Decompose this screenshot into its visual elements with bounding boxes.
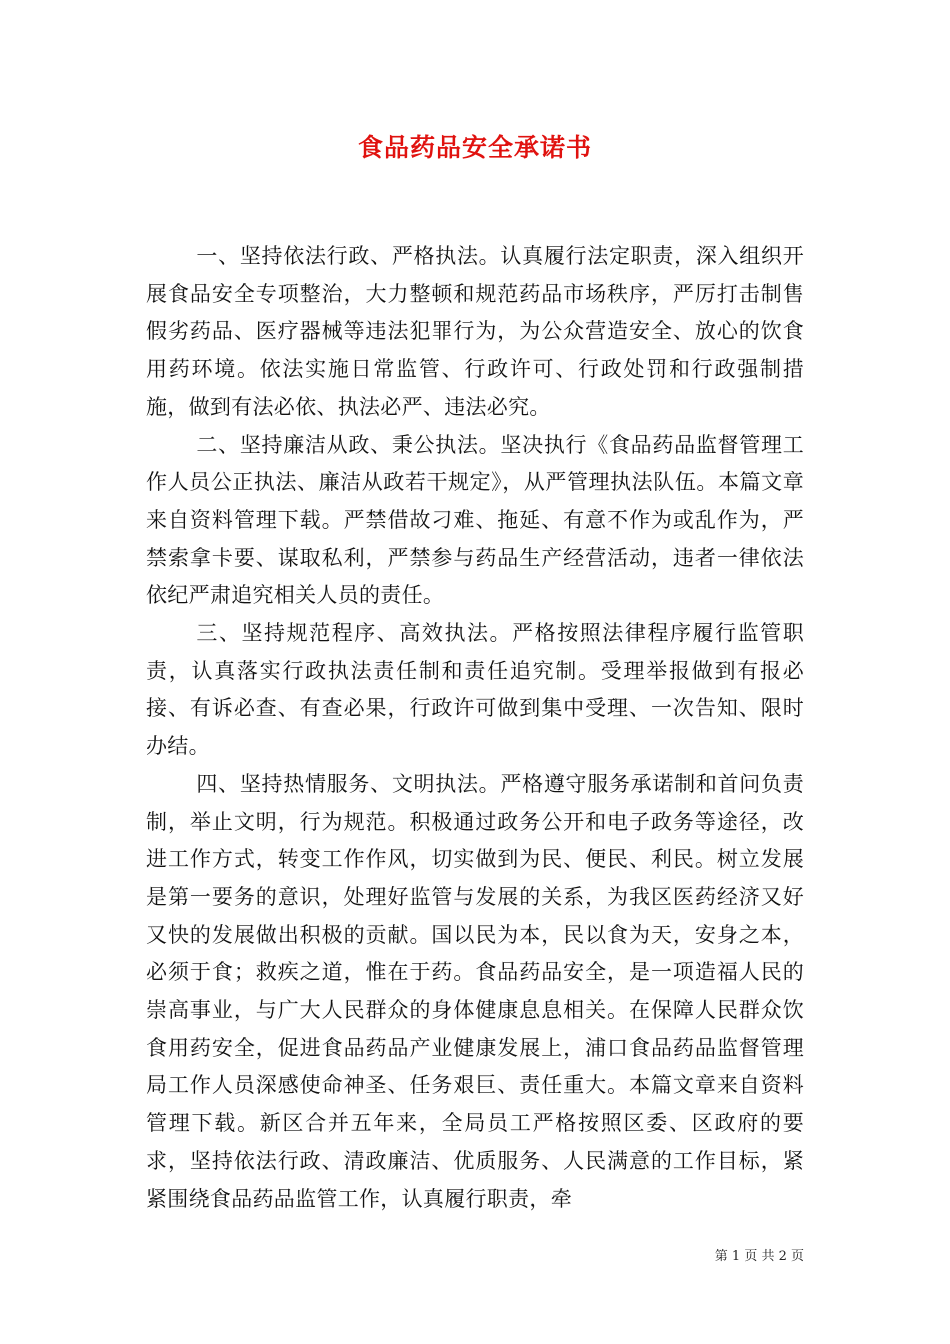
document-body	[146, 238, 804, 1218]
paragraph-1: 一、坚持依法行政、严格执法。认真履行法定职责，深入组织开展食品安全专项整治，大力整顿和规范药品市场秩序，严厉打击制售假劣药品、医疗器械等违法犯罪行为，为公众营造安全、放心的饮食用药环境。依法实施日常监管、行政许可、行政处罚和行政强制措施，做到有法必依、执法必严、违法必究。	[146, 244, 804, 419]
page-number-footer: 第 1 页 共 2 页	[714, 1249, 804, 1264]
paragraph-2: 二、坚持廉洁从政、秉公执法。坚决执行《食品药品监督管理工作人员公正执法、廉洁从政若干规定》，从严管理执法队伍。本篇文章来自资料管理下载。严禁借故刁难、拖延、有意不作为或乱作为，严禁索拿卡要、谋取私利，严禁参与药品生产经营活动，违者一律依法依纪严肃追究相关人员的责任。	[146, 432, 804, 608]
document-title: 食品药品安全承诺书	[357, 133, 592, 162]
paragraph-4: 四、坚持热情服务、文明执法。严格遵守服务承诺制和首问负责制，举止文明，行为规范。积极通过政务公开和电子政务等途径，改进工作方式，转变工作作风，切实做到为民、便民、利民。树立发展是第一要务的意识，处理好监管与发展的关系，为我区医药经济又好又快的发展做出积极的贡献。国以民为本，民以食为天，安身之本，必须于食；救疾之道，惟在于药。食品药品安全，是一项造福人民的崇高事业，与广大人民群众的身体健康息息相关。在保障人民群众饮食用药安全，促进食品药品产业健康发展上，浦口食品药品监督管理局工作人员深感使命神圣、任务艰巨、责任重大。本篇文章来自资料管理下载。新区合并五年来，全局员工严格按照区委、区政府的要求，坚持依法行政、清政廉洁、优质服务、人民满意的工作目标，紧紧围绕食品药品监管工作，认真履行职责，牵	[146, 771, 804, 1211]
paragraph-3: 三、坚持规范程序、高效执法。严格按照法律程序履行监管职责，认真落实行政执法责任制和责任追究制。受理举报做到有报必接、有诉必查、有查必果，行政许可做到集中受理、一次告知、限时办结。	[146, 621, 804, 759]
